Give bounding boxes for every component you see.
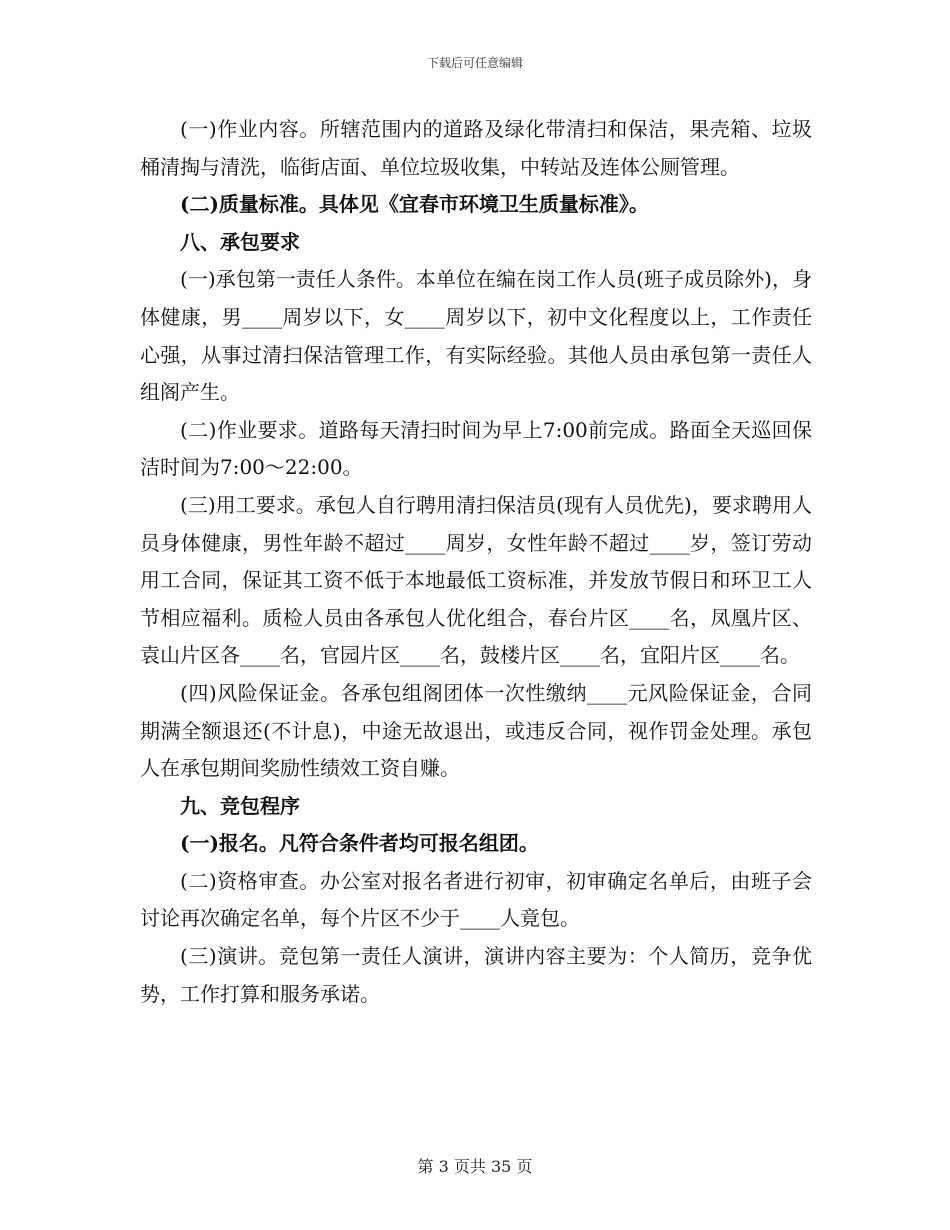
paragraph-risk-deposit: (四)风险保证金。各承包组阁团体一次性缴纳____元风险保证金，合同期满全额退还(不计息)，中途无故退出，或违反合同，视作罚金处理。承包人在承包期间奖励性绩效工资自赚。 [140, 680, 812, 781]
page-footer: 第 3 页共 35 页 [417, 1157, 533, 1176]
paragraph-quality-standard: (二)质量标准。具体见《宜春市环境卫生质量标准》。 [180, 192, 649, 217]
section-heading-bidding-procedure: 九、竞包程序 [180, 793, 300, 818]
paragraph-work-requirements: (二)作业要求。道路每天清扫时间为早上7:00前完成。路面全天巡回保洁时间为7:00～22:00。 [140, 417, 812, 480]
paragraph-speech: (三)演讲。竞包第一责任人演讲，演讲内容主要为：个人简历，竞争优势，工作打算和服务承诺。 [140, 944, 812, 1006]
paragraph-labor-requirements: (三)用工要求。承包人自行聘用清扫保洁员(现有人员优先)，要求聘用人员身体健康，男性年龄不超过____周岁，女性年龄不超过____岁，签订劳动用工合同，保证其工资不低于本地最低工资标准，并发放节假日和环卫工人节相应福利。质检人员由各承包人优化组合，春台片区____名，凤凰片区、袁山片区各____名，官园片区____名，鼓楼片区____名，宜阳片区____名。 [140, 492, 812, 668]
section-heading-contract-requirements: 八、承包要求 [180, 229, 300, 254]
paragraph-work-content: (一)作业内容。所辖范围内的道路及绿化带清扫和保洁，果壳箱、垃圾桶清掏与清洗，临街店面、单位垃圾收集，中转站及连体公厕管理。 [140, 117, 812, 179]
paragraph-first-responsible-person: (一)承包第一责任人条件。本单位在编在岗工作人员(班子成员除外)，身体健康，男____周岁以下，女____周岁以下，初中文化程度以上，工作责任心强，从事过清扫保洁管理工作，有实际经验。其他人员由承包第一责任人组阁产生。 [140, 267, 812, 405]
paragraph-registration: (一)报名。凡符合条件者均可报名组团。 [180, 831, 539, 856]
page-header: 下载后可任意编辑 [426, 56, 523, 70]
paragraph-qualification-review: (二)资格审查。办公室对报名者进行初审，初审确定名单后，由班子会讨论再次确定名单，每个片区不少于____人竟包。 [140, 868, 812, 931]
document-body [140, 111, 812, 1013]
